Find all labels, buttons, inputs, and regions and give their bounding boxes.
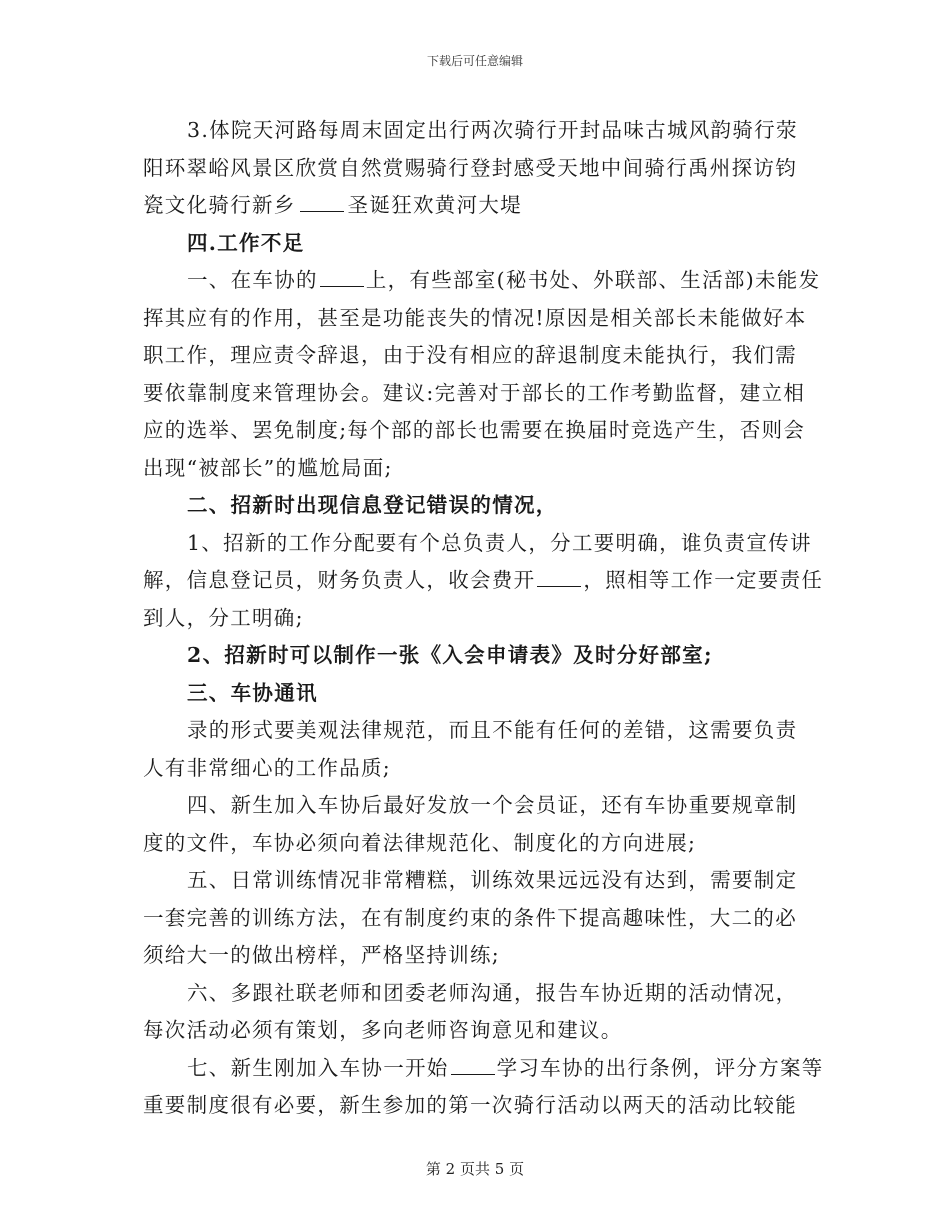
paragraph-line: 1、招新的工作分配要有个总负责人，分工要明确，谁负责宣传讲 bbox=[187, 530, 812, 555]
text-fragment: 上，有些部室(秘书处、外联部、生活部)未能发 bbox=[365, 268, 821, 292]
text-fragment: 七、新生刚加入车协一开始 bbox=[187, 1055, 449, 1080]
bold-item: 2、招新时可以制作一张《入会申请表》及时分好部室; bbox=[187, 643, 713, 667]
text-fragment: 解，信息登记员，财务负责人，收会费开 bbox=[143, 568, 536, 592]
fill-blank bbox=[537, 562, 581, 587]
paragraph-line: 出现“被部长”的尴尬局面; bbox=[143, 455, 393, 480]
paragraph-line: 须给大一的做出榜样，严格坚持训练; bbox=[143, 943, 501, 967]
paragraph-line: 度的文件，车协必须向着法律规范化、制度化的方向进展; bbox=[143, 830, 697, 855]
paragraph-line bbox=[143, 187, 808, 225]
fill-blank bbox=[451, 1050, 495, 1075]
section-heading: 四.工作不足 bbox=[187, 230, 305, 255]
document-body bbox=[143, 112, 824, 1125]
paragraph-line: 到人，分工明确; bbox=[143, 605, 304, 630]
paragraph-line bbox=[143, 1050, 824, 1088]
paragraph-line: 五、日常训练情况非常糟糕，训练效果远远没有达到，需要制定 bbox=[187, 868, 798, 892]
paragraph-line: 职工作，理应责令辞退，由于没有相应的辞退制度未能执行，我们需 bbox=[143, 343, 797, 367]
paragraph-line: 挥其应有的作用，甚至是功能丧失的情况!原因是相关部长未能做好本 bbox=[143, 305, 807, 330]
paragraph-line: 重要制度很有必要，新生参加的第一次骑行活动以两天的活动比较能 bbox=[143, 1093, 797, 1117]
text-fragment: ，照相等工作一定要责任 bbox=[583, 568, 824, 592]
paragraph-line: 阳环翠峪风景区欣赏自然赏赐骑行登封感受天地中间骑行禹州探访钧 bbox=[143, 155, 797, 180]
fill-blank bbox=[320, 262, 364, 287]
paragraph-line: 3.体院天河路每周末固定出行两次骑行开封品味古城风韵骑行荥 bbox=[187, 118, 798, 142]
paragraph-line: 人有非常细心的工作品质; bbox=[143, 755, 392, 780]
paragraph-line bbox=[143, 562, 824, 600]
text-fragment: 瓷文化骑行新乡 bbox=[143, 193, 296, 217]
paragraph-line: 一套完善的训练方法，在有制度约束的条件下提高趣味性，大二的必 bbox=[143, 905, 797, 930]
paragraph-line: 四、新生加入车协后最好发放一个会员证，还有车协重要规章制 bbox=[187, 793, 798, 817]
page-footer: 第 2 页共 5 页 bbox=[425, 1160, 525, 1178]
text-fragment: 学习车协的出行条例，评分方案等 bbox=[496, 1055, 824, 1080]
paragraph-line bbox=[143, 262, 821, 300]
fill-blank bbox=[300, 187, 344, 212]
paragraph-line: 录的形式要美观法律规范，而且不能有任何的差错，这需要负责 bbox=[187, 718, 798, 742]
text-fragment: 圣诞狂欢黄河大堤 bbox=[347, 193, 523, 217]
text-fragment: 一、在车协的 bbox=[187, 268, 318, 292]
section-heading: 三、车协通讯 bbox=[187, 680, 318, 705]
page-header: 下载后可任意编辑 bbox=[426, 54, 523, 68]
paragraph-line: 应的选举、罢免制度;每个部的部长也需要在换届时竞选产生，否则会 bbox=[143, 418, 806, 442]
paragraph-line: 六、多跟社联老师和团委老师沟通，报告车协近期的活动情况， bbox=[187, 980, 798, 1005]
section-heading: 二、招新时出现信息登记错误的情况， bbox=[187, 493, 558, 517]
paragraph-line: 要依靠制度来管理协会。建议:完善对于部长的工作考勤监督，建立相 bbox=[143, 380, 806, 405]
paragraph-line: 每次活动必须有策划，多向老师咨询意见和建议。 bbox=[143, 1018, 623, 1042]
